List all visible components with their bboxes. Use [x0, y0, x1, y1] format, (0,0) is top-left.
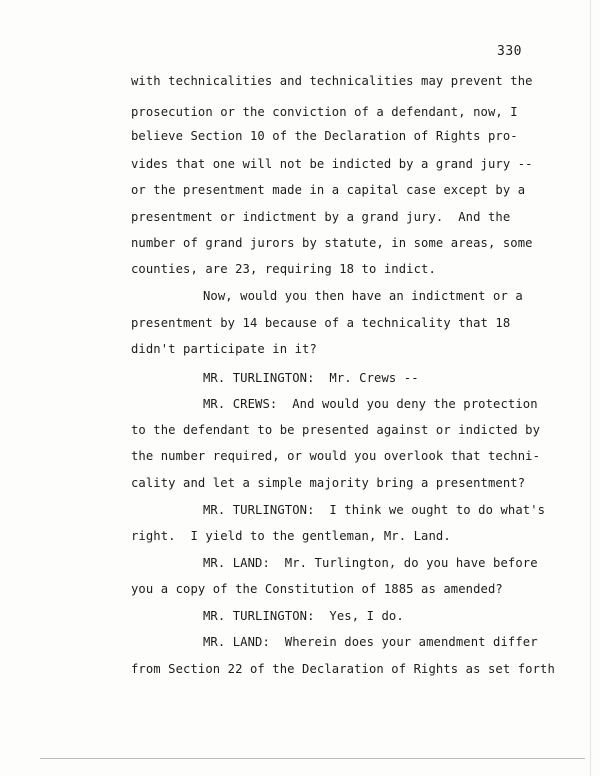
text-line: number of grand jurors by statute, in some areas, some [131, 236, 533, 250]
text-line: vides that one will not be indicted by a grand jury -- [131, 157, 533, 171]
text-line: cality and let a simple majority bring a presentment? [131, 476, 526, 490]
text-line: you a copy of the Constitution of 1885 as amended? [131, 582, 503, 596]
text-line: believe Section 10 of the Declaration of Rights pro- [131, 129, 518, 143]
bottom-edge-rule [40, 758, 585, 759]
text-line: prosecution or the conviction of a defendant, now, I [131, 105, 518, 119]
speaker-line: MR. LAND: Wherein does your amendment differ [203, 635, 538, 649]
text-line: presentment or indictment by a grand jury. And the [131, 210, 511, 224]
speaker-line: MR. TURLINGTON: Yes, I do. [203, 609, 404, 623]
text-line: presentment by 14 because of a technicality that 18 [131, 316, 511, 330]
text-line: from Section 22 of the Declaration of Rights as set forth [131, 662, 555, 676]
speaker-line: MR. TURLINGTON: Mr. Crews -- [203, 371, 419, 385]
speaker-line: MR. CREWS: And would you deny the protection [203, 397, 538, 411]
text-line: right. I yield to the gentleman, Mr. Land. [131, 529, 451, 543]
text-line: counties, are 23, requiring 18 to indict. [131, 262, 436, 276]
text-line: or the presentment made in a capital case except by a [131, 183, 526, 197]
text-line: to the defendant to be presented against or indicted by [131, 423, 541, 437]
text-line: the number required, or would you overlook that techni- [131, 449, 541, 463]
page-number: 330 [497, 44, 522, 59]
text-line: Now, would you then have an indictment or a [203, 289, 523, 303]
speaker-line: MR. TURLINGTON: I think we ought to do what's [203, 503, 546, 517]
page-right-edge [590, 0, 591, 776]
text-line: with technicalities and technicalities may prevent the [131, 74, 533, 88]
text-line: didn't participate in it? [131, 342, 317, 356]
speaker-line: MR. LAND: Mr. Turlington, do you have before [203, 556, 538, 570]
